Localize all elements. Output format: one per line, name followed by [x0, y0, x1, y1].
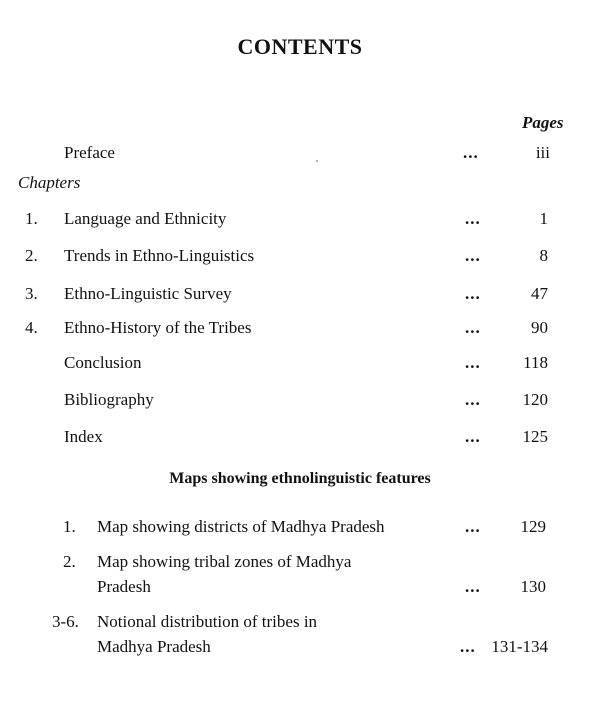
entry-label-line-1: Map showing tribal zones of Madhya	[97, 552, 352, 571]
entry-label-line-2: Pradesh	[97, 577, 151, 596]
map-number: 3-6.	[52, 612, 79, 631]
page-number: 125	[522, 427, 548, 446]
leader-dots: ...	[465, 246, 481, 265]
page-number: 1	[539, 209, 548, 228]
chapter-number: 3.	[25, 284, 38, 303]
page-number: 130	[520, 577, 546, 596]
chapter-number: 1.	[25, 209, 38, 228]
leader-dots: ...	[465, 390, 481, 409]
map-number: 2.	[63, 552, 76, 571]
page-number: 129	[520, 517, 546, 536]
leader-dots: ...	[465, 209, 481, 228]
leader-dots: ...	[465, 577, 481, 596]
leader-dots: ...	[465, 517, 481, 536]
leader-dots: ...	[465, 353, 481, 372]
entry-label: Preface	[64, 143, 115, 162]
page-number: 118	[523, 353, 548, 372]
entry-label: Bibliography	[64, 390, 154, 409]
entry-label: Map showing districts of Madhya Pradesh	[97, 517, 385, 536]
page-title: CONTENTS	[237, 34, 363, 59]
chapter-number: 2.	[25, 246, 38, 265]
leader-dots: ...	[465, 427, 481, 446]
entry-label: Index	[64, 427, 103, 446]
map-number: 1.	[63, 517, 76, 536]
entry-label: Ethno-Linguistic Survey	[64, 284, 232, 303]
entry-label: Language and Ethnicity	[64, 209, 227, 228]
page-number: iii	[535, 143, 550, 162]
page-number: 47	[531, 284, 548, 303]
entry-label: Ethno-History of the Tribes	[64, 318, 252, 337]
page-number: 8	[539, 246, 548, 265]
leader-dots: ...	[465, 318, 481, 337]
leader-dots: ...	[465, 284, 481, 303]
entry-label-line-1: Notional distribution of tribes in	[97, 612, 318, 631]
chapters-heading: Chapters	[18, 173, 81, 192]
entry-label: Conclusion	[64, 353, 142, 372]
entry-label-line-2: Madhya Pradesh	[97, 637, 211, 656]
scan-speck	[316, 160, 318, 162]
chapter-number: 4.	[25, 318, 38, 337]
page-number: 131-134	[491, 637, 548, 656]
page-number: 90	[531, 318, 548, 337]
maps-section-heading: Maps showing ethnolinguistic features	[169, 470, 431, 487]
pages-column-heading: Pages	[522, 113, 564, 132]
leader-dots: ...	[460, 637, 476, 656]
leader-dots: ...	[463, 143, 479, 162]
page-number: 120	[522, 390, 548, 409]
entry-label: Trends in Ethno-Linguistics	[64, 246, 255, 265]
